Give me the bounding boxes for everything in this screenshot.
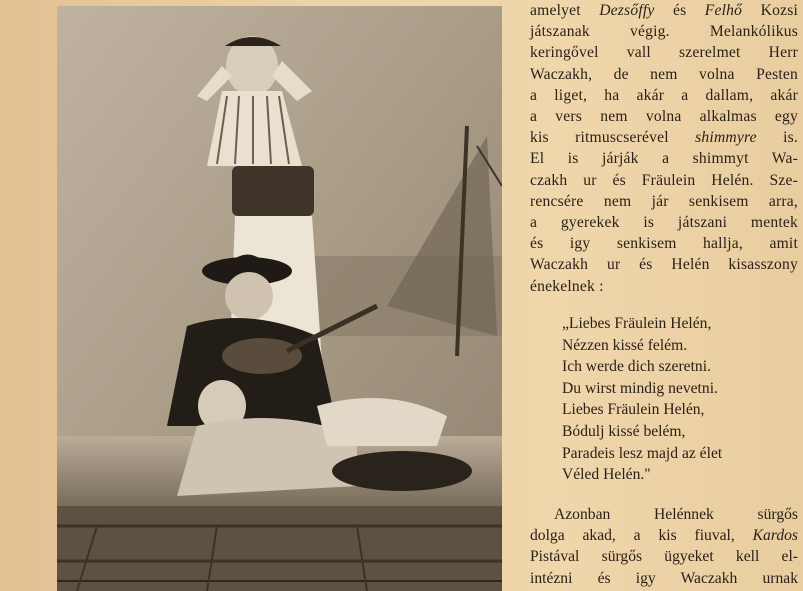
text-line: keringővel vall szerelmet Herr <box>530 44 798 62</box>
text-line: és igy senkisem hallja, amit <box>530 235 798 253</box>
text-line: Waczakh, de nem volna Pesten <box>530 65 798 83</box>
text-line: a vers nem volna alkalmas egy <box>530 108 798 126</box>
lyric-line: Liebes Fräulein Helén, <box>562 401 705 419</box>
song-lyrics <box>562 313 722 486</box>
text-line: énekelnek : <box>530 277 604 295</box>
text-line: intézni és igy Waczakh urnak <box>530 569 798 587</box>
lyric-line: „Liebes Fräulein Helén, <box>562 315 712 332</box>
text-line: czakh ur és Fräulein Helén. Sze- <box>530 171 798 189</box>
lyric-line: Nézzen kissé felém. <box>562 336 688 354</box>
text-line: játszanak végig. Melankólikus <box>530 23 798 41</box>
text-line: rencsére nem jár senkisem arra, <box>530 192 798 210</box>
text-line: amelyet Dezsőffy és Felhő Kozsi <box>530 2 798 19</box>
lyric-line: Véled Helén." <box>562 466 651 484</box>
article-column-bottom <box>530 504 798 589</box>
lyric-line: Paradeis lesz majd az élet <box>562 444 723 462</box>
photo-illustration <box>57 6 502 591</box>
article-column-top <box>530 0 798 297</box>
text-line: kis ritmuscserével shimmyre is. <box>530 129 798 147</box>
text-line: a liget, ha akár a dallam, akár <box>530 86 798 104</box>
text-line: Pistával sürgős ügyeket kell el- <box>530 548 798 566</box>
lyric-line: Ich werde dich szeretni. <box>562 358 711 376</box>
text-line: a gyerekek is játszani mentek <box>530 214 798 232</box>
text-line: El is járják a shimmyt Wa- <box>530 150 798 168</box>
text-line: dolga akad, a kis fiuval, Kardos <box>530 527 798 545</box>
lyric-line: Du wirst mindig nevetni. <box>562 379 718 397</box>
text-line: Azonban Helénnek sürgős <box>554 506 798 523</box>
text-line: Waczakh ur és Helén kisasszony <box>530 256 798 274</box>
lyric-line: Bódulj kissé belém, <box>562 422 686 440</box>
stage-photograph <box>57 6 502 591</box>
